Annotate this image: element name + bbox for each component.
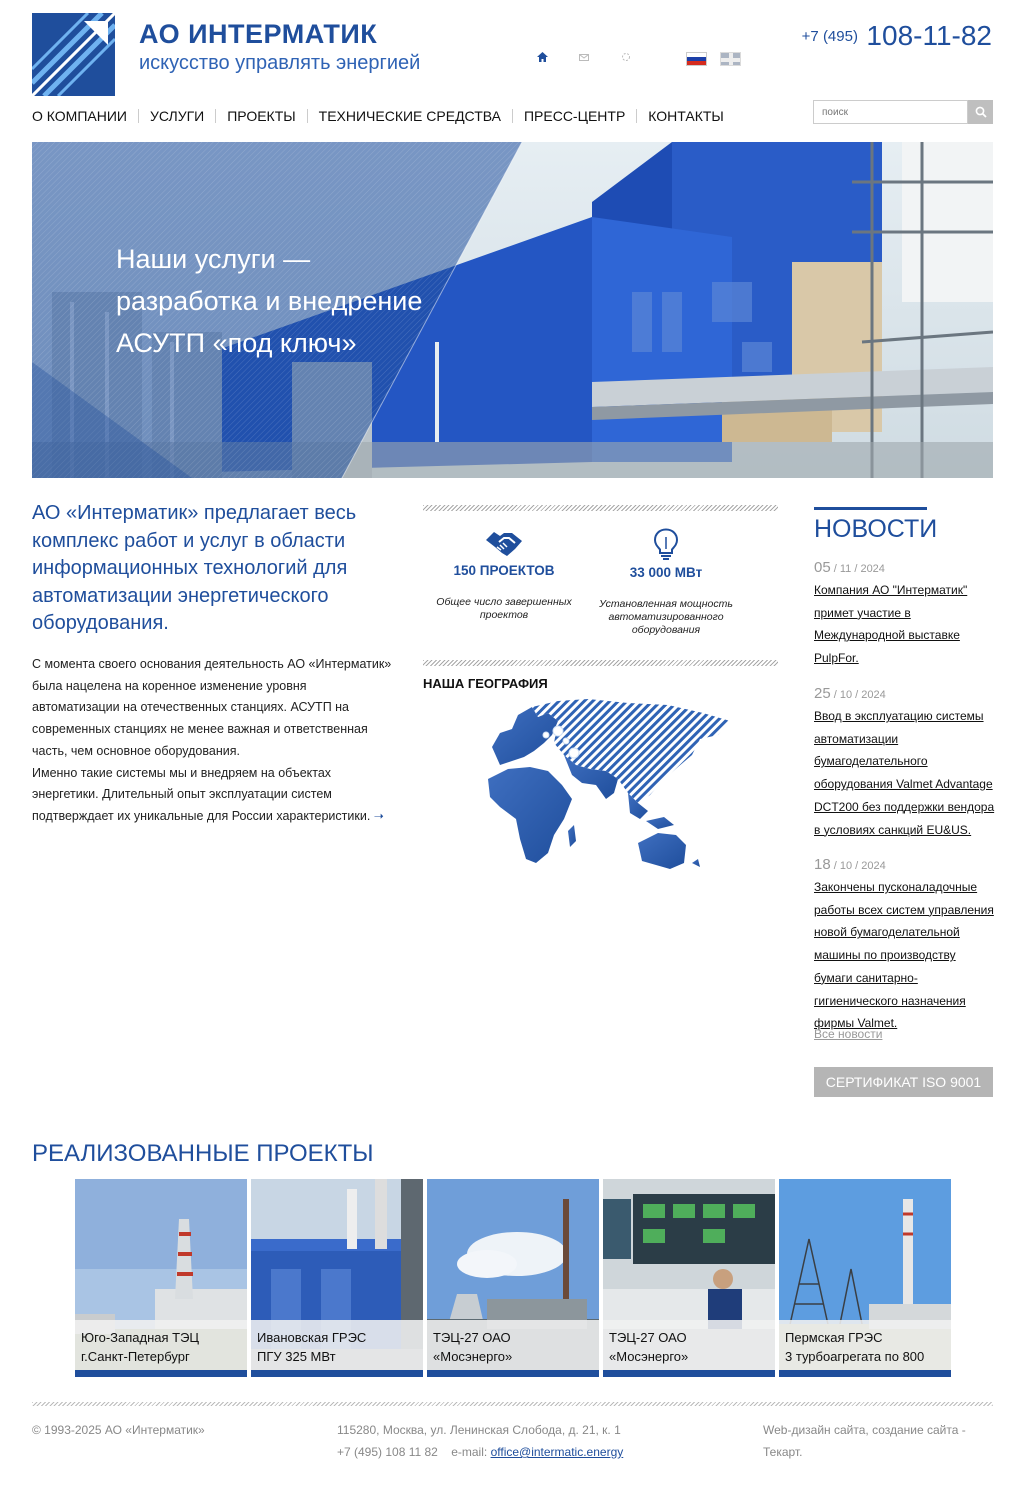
- hero-line-1: Наши услуги —: [116, 244, 311, 274]
- divider-stripe: [423, 660, 778, 666]
- mail-icon[interactable]: [579, 49, 621, 65]
- project-card[interactable]: [427, 1179, 599, 1377]
- company-logo[interactable]: [32, 13, 115, 96]
- project-caption: Ивановская ГРЭС ПГУ 325 МВт: [251, 1320, 423, 1370]
- projects-title: РЕАЛИЗОВАННЫЕ ПРОЕКТЫ: [32, 1140, 374, 1167]
- footer-contacts: [337, 1419, 657, 1463]
- divider-stripe: [423, 505, 778, 511]
- news-link[interactable]: Закончены пусконаладочные работы всех систем управления новой бумагоделательной машины по производству бумаги санитарно-гигиенического назначения фирмы Valmet.: [814, 880, 994, 1031]
- news-date: 18 / 10 / 2024: [814, 856, 886, 873]
- news-date: 05 / 11 / 2024: [814, 559, 885, 576]
- footer-address: 115280, Москва, ул. Ленинская Слобода, д. 21, к. 1: [337, 1423, 621, 1437]
- nav-item-press[interactable]: ПРЕСС-ЦЕНТР: [512, 109, 636, 123]
- geography-title: НАША ГЕОГРАФИЯ: [423, 676, 548, 691]
- nav-item-services[interactable]: УСЛУГИ: [138, 109, 215, 123]
- nav-item-equipment[interactable]: ТЕХНИЧЕСКИЕ СРЕДСТВА: [307, 109, 512, 123]
- sitemap-icon[interactable]: [621, 49, 663, 65]
- footer-email-link[interactable]: office@intermatic.energy: [490, 1445, 624, 1459]
- stat-projects-value: 150 ПРОЕКТОВ: [453, 563, 555, 578]
- project-caption: Юго-Западная ТЭЦ г.Санкт-Петербург: [75, 1320, 247, 1370]
- world-map-icon[interactable]: [478, 695, 738, 870]
- intro-paragraph-2: Именно такие системы мы и внедряем на объектах энергетики. Длительный опыт эксплуатации систем подтверждает их уникальные для России характеристики. ➝: [32, 765, 384, 823]
- hero-line-2: разработка и внедрение: [116, 286, 423, 316]
- news-link[interactable]: Компания АО "Интерматик" примет участие в Международной выставке PulpFor.: [814, 583, 968, 666]
- phone-code: +7 (495): [801, 27, 858, 45]
- project-card[interactable]: [75, 1179, 247, 1377]
- search-icon: [975, 106, 987, 118]
- footer-copyright: © 1993-2025 АО «Интерматик»: [32, 1423, 205, 1437]
- news-date: 25 / 10 / 2024: [814, 685, 886, 702]
- stat-power-desc: Установленная мощность автоматизированного оборудования: [599, 598, 733, 636]
- flag-en-icon[interactable]: [720, 52, 741, 66]
- intro-body: [32, 654, 392, 828]
- project-caption: Пермская ГРЭС 3 турбоагрегата по 800: [779, 1320, 951, 1370]
- language-switcher: [686, 52, 741, 66]
- news-accent-bar: [814, 507, 927, 510]
- news-title: НОВОСТИ: [814, 515, 938, 543]
- nav-item-about[interactable]: О КОМПАНИИ: [32, 108, 127, 124]
- project-card[interactable]: [251, 1179, 423, 1377]
- iso-certificate-button[interactable]: СЕРТИФИКАТ ISO 9001: [814, 1067, 993, 1097]
- hero-banner[interactable]: [32, 142, 993, 478]
- news-item: [814, 856, 996, 1035]
- main-nav: [32, 109, 735, 123]
- header-icon-links: [537, 49, 663, 65]
- all-news-link[interactable]: Все новости: [814, 1027, 883, 1041]
- news-link[interactable]: Ввод в эксплуатацию системы автоматизации бумагоделательного оборудования Valmet Advantage DCT200 без поддержки вендора в условиях санкций EU&US.: [814, 709, 995, 837]
- intro-lead: АО «Интерматик» предлагает весь комплекс работ и услуг в области информационных технологий для автоматизации энергетического оборудования.: [32, 502, 357, 634]
- search-button[interactable]: [968, 100, 993, 124]
- lightbulb-icon: [653, 528, 679, 560]
- stat-projects-desc: Общее число завершенных проектов: [436, 596, 572, 621]
- stat-projects: [428, 528, 580, 622]
- footer-credit[interactable]: Web-дизайн сайта, создание сайта - Текарт.: [763, 1423, 966, 1459]
- project-card[interactable]: [603, 1179, 775, 1377]
- stat-power: [592, 528, 740, 637]
- home-icon[interactable]: [537, 49, 579, 65]
- nav-item-projects[interactable]: ПРОЕКТЫ: [215, 109, 306, 123]
- footer-email-label: e-mail:: [451, 1445, 488, 1459]
- footer-phone[interactable]: +7 (495) 108 11 82: [337, 1445, 438, 1459]
- flag-ru-icon[interactable]: [686, 52, 707, 66]
- read-more-arrow-icon[interactable]: ➝: [373, 808, 384, 823]
- stat-power-value: 33 000 МВт: [629, 565, 703, 580]
- projects-carousel: [75, 1179, 951, 1377]
- search-box: [813, 100, 993, 124]
- intro-paragraph-1: С момента своего основания деятельность АО «Интерматик» была нацелена на коренное изменение уровня автоматизации на отечественных станциях. АСУТП на современных станциях не менее важная и ответственная часть, чем основное оборудования.: [32, 657, 392, 758]
- handshake-icon: [485, 528, 523, 558]
- nav-item-contacts[interactable]: КОНТАКТЫ: [636, 109, 735, 123]
- project-card[interactable]: [779, 1179, 951, 1377]
- footer-phone-email: [337, 1441, 657, 1463]
- phone-number: 108-11-82: [866, 20, 992, 51]
- hero-heading: [116, 238, 446, 364]
- footer-divider: [32, 1402, 993, 1406]
- header-phone[interactable]: [802, 20, 992, 52]
- logo-arrows-icon: [32, 13, 115, 96]
- brand-title[interactable]: АО ИНТЕРМАТИК: [139, 19, 378, 49]
- brand-slogan: искусство управлять энергией: [139, 52, 421, 74]
- news-item: [814, 559, 996, 670]
- news-item: [814, 685, 996, 841]
- search-input[interactable]: [813, 100, 968, 124]
- project-caption: ТЭЦ-27 ОАО «Мосэнерго»: [603, 1320, 775, 1370]
- project-caption: ТЭЦ-27 ОАО «Мосэнерго»: [427, 1320, 599, 1370]
- hero-line-3: АСУТП «под ключ»: [116, 328, 357, 358]
